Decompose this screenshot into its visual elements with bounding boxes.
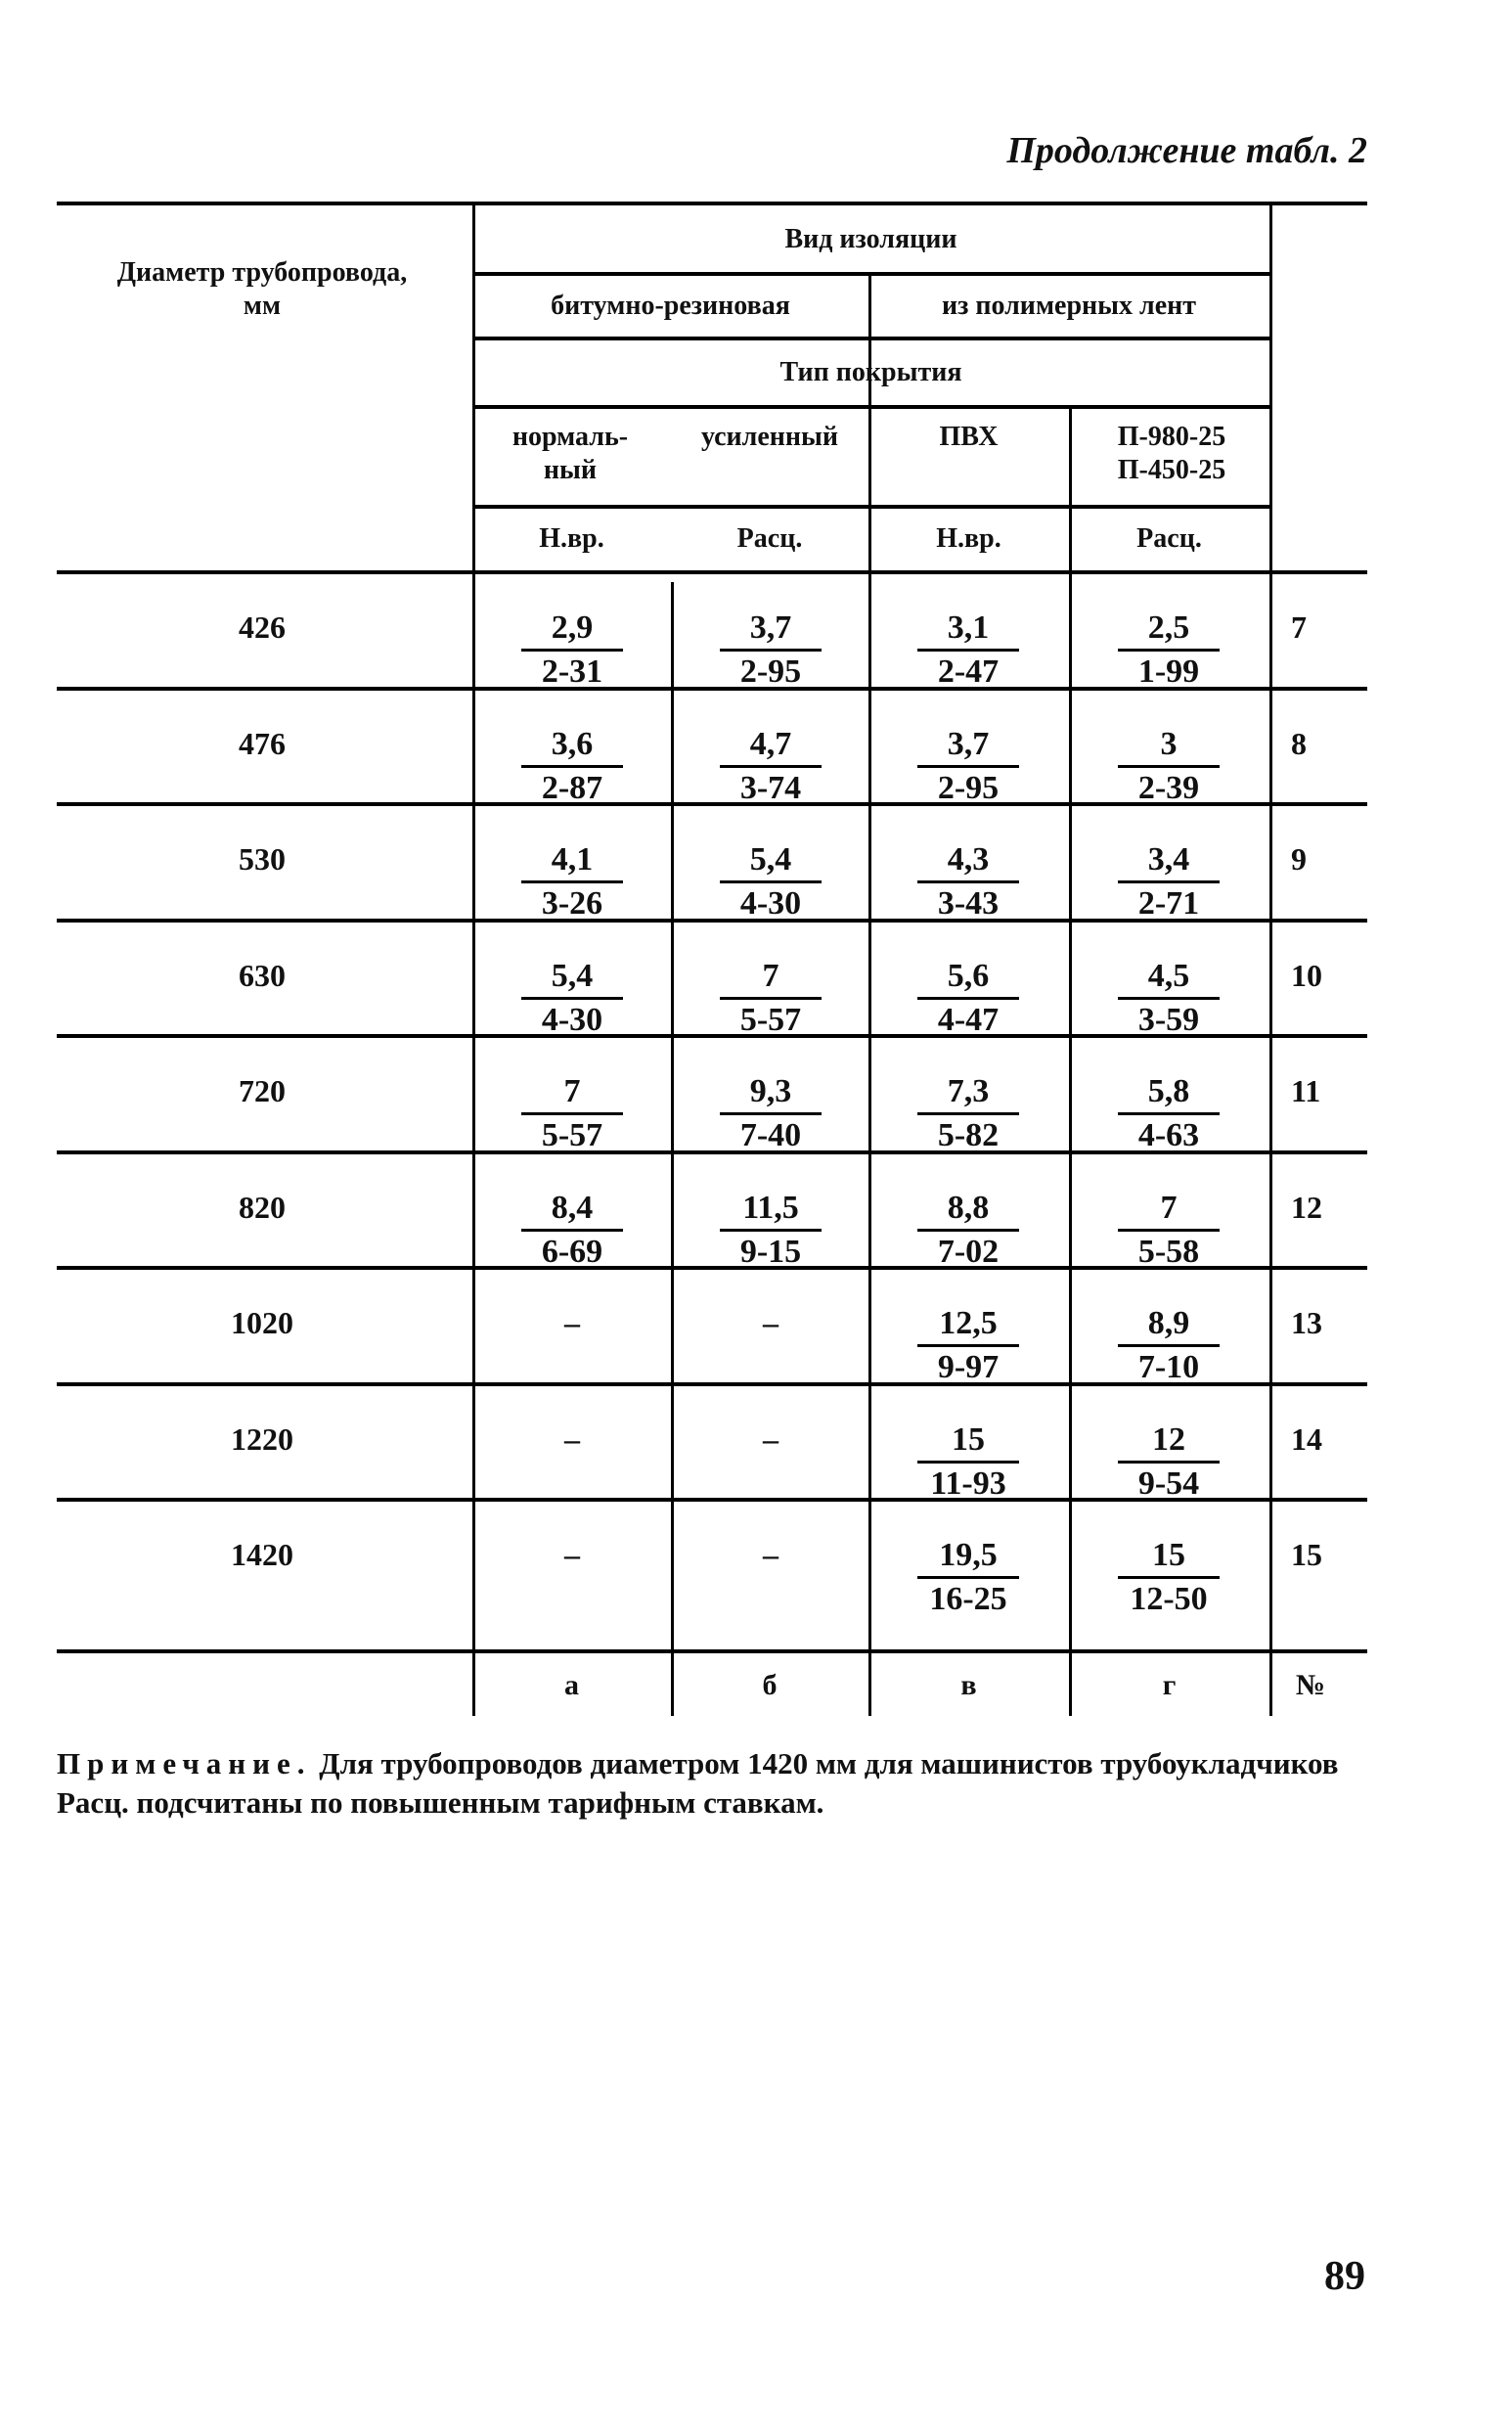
norm-time-value: 7 [1160,1189,1178,1226]
header-bottom-rule [57,570,1367,574]
norm-fraction-cell [671,1190,870,1271]
rate-value: 4-63 [1137,1117,1200,1153]
row-separator [57,687,1367,691]
footer-col-a: а [564,1669,579,1701]
fraction-bar [917,880,1019,883]
p980-header: П-980-25 П-450-25 [1117,422,1226,485]
norm-time-value: 8,9 [1147,1305,1190,1341]
norm-fraction-cell [472,841,672,923]
empty-dash-cell: – [564,1305,580,1340]
fraction-bar [1118,1229,1220,1232]
pvc-header: ПВХ [939,422,999,452]
norm-fraction-cell [472,726,672,807]
rate-value: 4-47 [937,1001,1000,1038]
fraction-bar [720,765,822,768]
col-divider-c [1069,405,1072,1716]
rate-value: 2-47 [937,653,1000,690]
norm-fraction-cell [472,609,672,691]
empty-dash-cell: – [763,1420,778,1457]
row-separator [57,1034,1367,1038]
fraction-bar [917,1576,1019,1579]
fraction-bar [917,1112,1019,1115]
rate-value: 3-59 [1137,1001,1200,1038]
fraction-bar [720,997,822,1000]
rate-value: 2-95 [739,653,802,690]
norm-time-value: 4,7 [749,725,792,762]
norm-fraction-cell [1069,1537,1268,1618]
rate-value: 2-87 [541,769,603,806]
header-rule-3 [472,405,1269,409]
norm-time-value: 4,5 [1147,957,1190,994]
norm-time-value: 2,5 [1147,609,1190,646]
rate-value: 7-10 [1137,1349,1200,1385]
empty-dash-cell: – [763,1305,778,1340]
row-number: 14 [1291,1420,1322,1457]
fraction-bar [521,1229,623,1232]
norm-time-value: 3,1 [947,609,990,646]
norm-time-value: 2,9 [551,609,594,646]
diameter-cell: 476 [239,725,286,761]
bitumen-header: битумно-резиновая [551,291,790,321]
fraction-bar [917,997,1019,1000]
footer-col-c: в [960,1669,977,1701]
norm-fraction-cell [472,1073,672,1154]
diameter-cell: 630 [239,957,286,993]
polymer-header: из полимерных лент [941,291,1197,321]
fraction-bar [1118,1112,1220,1115]
diameter-cell: 1220 [231,1420,293,1457]
diameter-cell: 1020 [231,1305,293,1340]
row-number: 9 [1291,841,1307,877]
norm-time-value: 3,6 [551,725,594,762]
rate-value: 2-39 [1137,769,1200,806]
fraction-bar [917,649,1019,652]
norm-time-value: 9,3 [749,1073,792,1109]
note-text: Для трубопроводов диаметром 1420 мм для машинистов трубоукладчиков Расц. подсчитаны по повышенным тарифным ставкам. [57,1746,1339,1820]
norm-time-value: 3,4 [1147,841,1190,878]
fraction-bar [1118,765,1220,768]
norm-time-value: 3,7 [947,725,990,762]
norm-fraction-cell [671,958,870,1039]
rate-value: 3-26 [541,885,603,922]
norm-fraction-cell [1069,1190,1268,1271]
norm-fraction-cell [868,841,1068,923]
rate-value: 5-57 [541,1117,603,1153]
row-separator [57,919,1367,923]
unit-c-header: Н.вр. [936,523,1001,554]
rate-value: 7-02 [937,1233,1000,1270]
fraction-bar [1118,880,1220,883]
row-separator [57,1266,1367,1270]
top-rule [57,202,1367,205]
diameter-cell: 720 [239,1073,286,1108]
footer-rule [57,1649,1367,1653]
norm-time-value: 15 [952,1420,985,1458]
rate-value: 2-95 [937,769,1000,806]
empty-dash-cell: – [564,1537,580,1572]
page-number: 89 [1324,2254,1365,2299]
unit-a-header: Н.вр. [539,523,604,554]
insulation-type-header: Вид изоляции [784,224,957,254]
diameter-cell: 820 [239,1189,286,1225]
norm-fraction-cell [671,841,870,923]
fraction-bar [521,649,623,652]
norm-time-value: 7,3 [947,1073,990,1109]
row-separator [57,802,1367,806]
diameter-cell: 1420 [231,1537,293,1572]
fraction-bar [917,1344,1019,1347]
row-separator [57,1498,1367,1502]
norm-time-value: 8,4 [551,1189,594,1226]
rate-value: 9-15 [739,1233,802,1270]
fraction-bar [720,1112,822,1115]
norm-fraction-cell [671,609,870,691]
header-rule-1 [472,272,1269,276]
normal-header: нормаль-ный [511,422,629,485]
norm-time-value: 7 [563,1073,581,1109]
diameter-header: Диаметр трубопровода, мм [116,257,408,321]
row-separator [57,1150,1367,1154]
diameter-cell: 426 [239,609,286,645]
norm-time-value: 19,5 [939,1537,998,1573]
fraction-bar [917,1461,1019,1464]
rate-value: 5-58 [1137,1233,1200,1270]
rate-value: 12-50 [1130,1581,1208,1617]
fraction-bar [720,1229,822,1232]
norm-fraction-cell [1069,958,1268,1039]
fraction-bar [720,880,822,883]
fraction-bar [521,880,623,883]
norm-time-value: 3,7 [749,609,792,646]
fraction-bar [1118,1344,1220,1347]
norm-time-value: 4,1 [551,841,594,878]
norm-fraction-cell [1069,609,1268,691]
norm-fraction-cell [868,1537,1068,1618]
footer-col-b: б [762,1669,778,1701]
row-number: 13 [1291,1305,1322,1340]
footer-col-g: г [1162,1669,1177,1701]
norm-fraction-cell [868,609,1068,691]
row-number: 12 [1291,1189,1322,1225]
rate-value: 3-74 [739,769,802,806]
empty-dash-cell: – [763,1537,778,1572]
diameter-cell: 530 [239,841,286,877]
norm-time-value: 5,8 [1147,1073,1190,1109]
rate-value: 9-54 [1137,1464,1200,1502]
fraction-bar [521,1112,623,1115]
fraction-bar [521,765,623,768]
norm-fraction-cell [472,1190,672,1271]
row-number: 8 [1291,725,1307,761]
norm-fraction-cell [868,1190,1068,1271]
header-rule-2 [472,337,1269,340]
fraction-bar [1118,649,1220,652]
norm-time-value: 3 [1160,725,1178,762]
norm-fraction-cell [868,1421,1068,1503]
norm-fraction-cell [1069,841,1268,923]
table-continuation-caption: Продолжение табл. 2 [1006,130,1367,171]
norm-time-value: 7 [762,957,779,994]
norm-fraction-cell [868,1073,1068,1154]
norm-time-value: 15 [1152,1537,1185,1573]
norm-time-value: 8,8 [947,1189,990,1226]
fraction-bar [1118,997,1220,1000]
rate-value: 7-40 [739,1117,802,1153]
norm-fraction-cell [868,1305,1068,1386]
norm-fraction-cell [671,726,870,807]
rate-value: 16-25 [929,1581,1007,1617]
norm-time-value: 11,5 [742,1189,799,1226]
note-heading: Примечание. [57,1746,312,1780]
row-separator [57,1382,1367,1386]
row-number: 7 [1291,609,1307,645]
header-rule-4 [472,505,1269,509]
unit-b-header: Расц. [736,523,803,554]
norm-time-value: 5,4 [749,841,792,878]
norms-table [57,202,1367,1716]
norm-time-value: 5,4 [551,957,594,994]
rate-value: 6-69 [541,1233,603,1270]
fraction-bar [1118,1576,1220,1579]
rate-value: 1-99 [1137,653,1200,690]
rate-value: 4-30 [739,885,802,922]
norm-time-value: 12 [1152,1420,1185,1458]
norm-time-value: 5,6 [947,957,990,994]
fraction-bar [917,1229,1019,1232]
row-number: 11 [1291,1073,1321,1108]
rate-value: 2-31 [541,653,603,690]
rate-value: 11-93 [930,1464,1006,1502]
fraction-bar [521,997,623,1000]
norm-fraction-cell [1069,726,1268,807]
empty-dash-cell: – [564,1420,580,1457]
rate-value: 3-43 [937,885,1000,922]
norm-fraction-cell [671,1073,870,1154]
rate-value: 9-97 [937,1349,1000,1385]
reinforced-header: усиленный [700,422,839,452]
norm-fraction-cell [1069,1305,1268,1386]
rate-value: 4-30 [541,1001,603,1038]
col-divider-rowno [1269,202,1272,1716]
fraction-bar [917,765,1019,768]
fraction-bar [720,649,822,652]
unit-d-header: Расц. [1136,523,1202,554]
norm-time-value: 12,5 [939,1305,998,1341]
norm-fraction-cell [472,958,672,1039]
norm-fraction-cell [868,958,1068,1039]
norm-fraction-cell [1069,1073,1268,1154]
rate-value: 5-82 [937,1117,1000,1153]
row-number: 15 [1291,1537,1322,1572]
rate-value: 2-71 [1137,885,1200,922]
norm-fraction-cell [1069,1421,1268,1503]
table-note [57,1744,1367,1823]
footer-col-no: № [1295,1669,1326,1701]
fraction-bar [1118,1461,1220,1464]
coating-type-header: Тип покрытия [779,357,962,387]
norm-fraction-cell [868,726,1068,807]
norm-time-value: 4,3 [947,841,990,878]
rate-value: 5-57 [739,1001,802,1038]
row-number: 10 [1291,957,1322,993]
